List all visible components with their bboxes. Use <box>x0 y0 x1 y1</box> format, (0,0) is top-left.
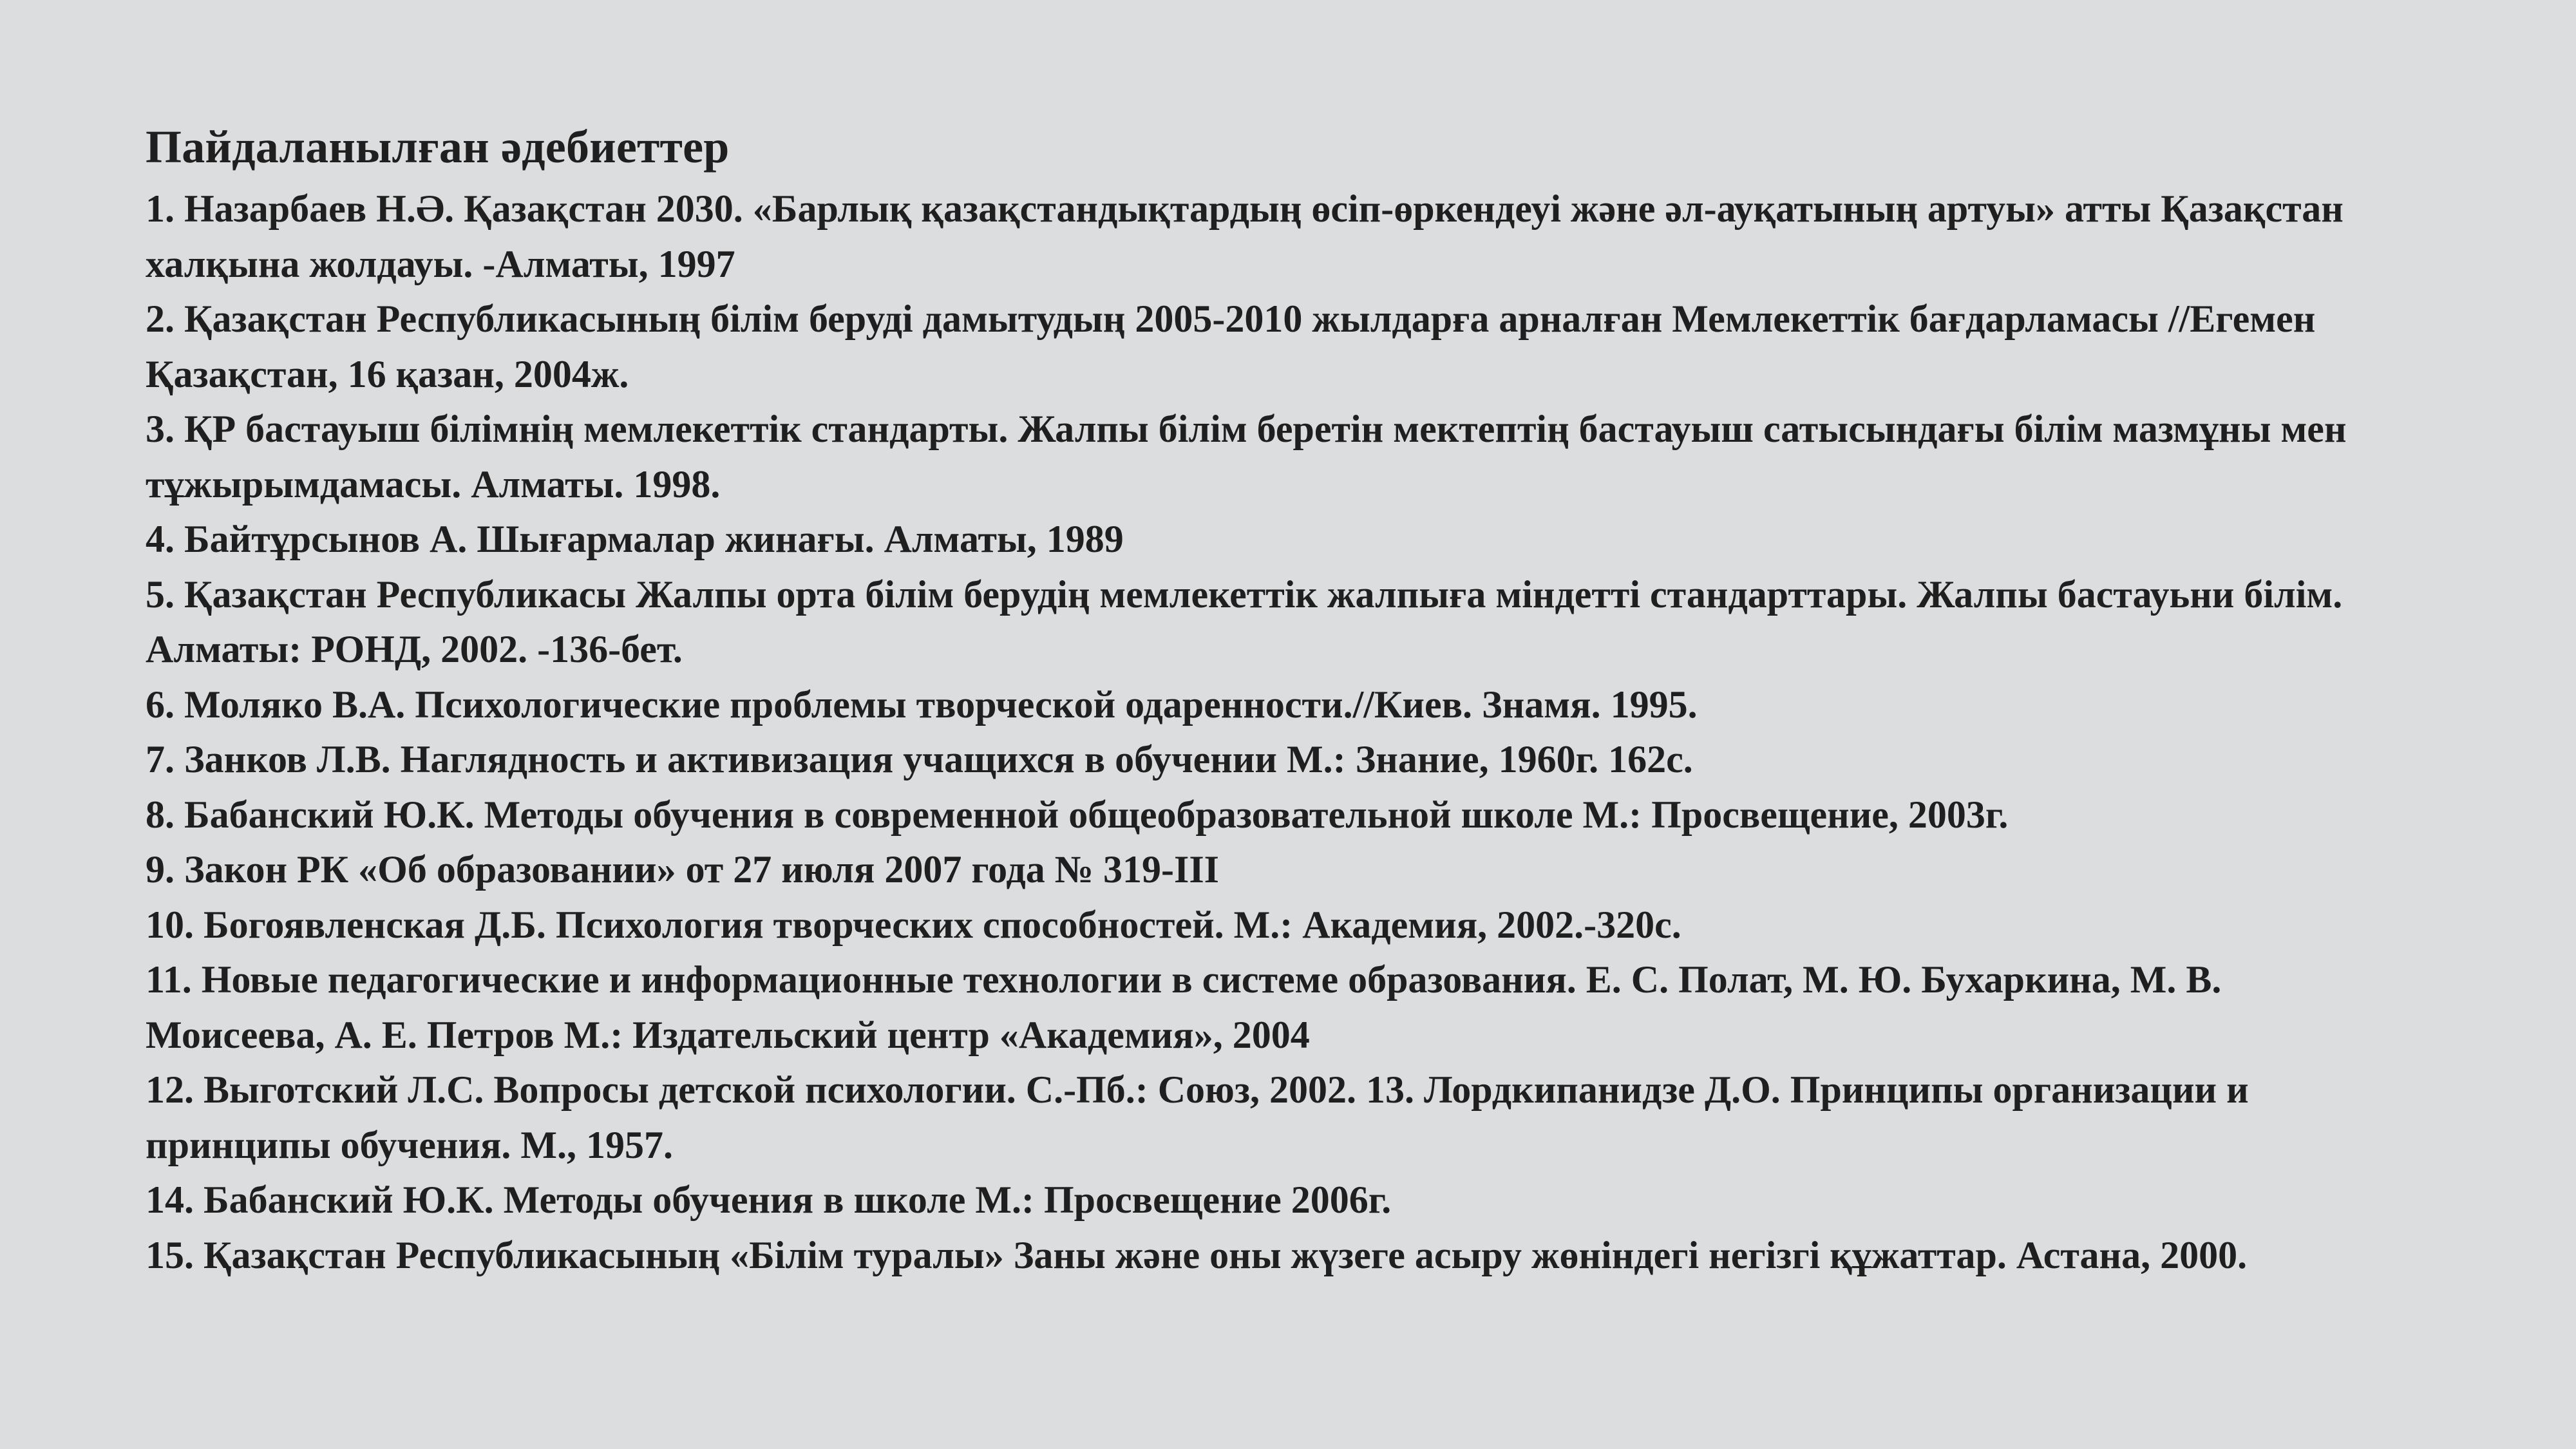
reference-item-2: 2. Қазақстан Республикасының білім беруді дамытудың 2005-2010 жылдарға арналған Мемлекеттік бағдарламасы //Егемен Қазақстан, 16 қазан, 2004ж. <box>146 298 2316 395</box>
reference-item-12: 12. Выготский Л.С. Вопросы детской психологии. С.-Пб.: Союз, 2002. 13. Лордкипанидзе Д.О. Принципы организации и принципы обучения. М., 1957. <box>146 1068 2249 1166</box>
reference-item-15: 15. Қазақстан Республикасының «Білім туралы» Заны және оны жүзеге асыру жөніндегі негізгі құжаттар. Астана, 2000. <box>146 1233 2248 1276</box>
reference-item-3: 3. ҚР бастауыш білімнің мемлекеттік стандарты. Жалпы білім беретін мектептің бастауыш сатысындағы білім мазмұны мен тұжырымдамасы. Алматы. 1998. <box>146 408 2347 506</box>
reference-item-1: 1. Назарбаев Н.Ә. Қазақстан 2030. «Барлық қазақстандықтардың өсіп-өркендеуі және әл-ауқатының артуы» атты Қазақстан халқына жолдауы. -Алматы, 1997 <box>146 187 2344 285</box>
slide-content <box>146 115 2367 1283</box>
reference-item-9: 9. Закон РК «Об образовании» от 27 июля 2007 года № 319-III <box>146 848 1220 891</box>
page-title: Пайдаланылған әдебиеттер <box>146 121 730 173</box>
reference-item-5: 5. Қазақстан Республикасы Жалпы орта білім берудің мемлекеттік жалпыға міндетті стандарттары. Жалпы бастауьни білім. Алматы: РОНД, 2002. -136-бет. <box>146 573 2343 670</box>
reference-item-8: 8. Бабанский Ю.К. Методы обучения в современной общеобразовательной школе М.: Просвещение, 2003г. <box>146 793 2009 836</box>
reference-item-6: 6. Моляко В.А. Психологические проблемы творческой одаренности.//Киев. Знамя. 1995. <box>146 683 1698 726</box>
reference-item-11: 11. Новые педагогические и информационные технологии в системе образования. Е. С. Полат, М. Ю. Бухаркина, М. В. Моисеева, А. Е. Петров М.: Издательский центр «Академия», 2004 <box>146 958 2222 1056</box>
reference-item-14: 14. Бабанский Ю.К. Методы обучения в школе М.: Просвещение 2006г. <box>146 1179 1392 1221</box>
reference-item-4: 4. Байтұрсынов А. Шығармалар жинағы. Алматы, 1989 <box>146 518 1124 560</box>
references-list <box>146 182 2367 1283</box>
reference-item-7: 7. Занков Л.В. Наглядность и активизация учащихся в обучении М.: Знание, 1960г. 162с. <box>146 738 1693 781</box>
reference-item-10: 10. Богоявленская Д.Б. Психология творческих способностей. М.: Академия, 2002.-320с. <box>146 903 1681 946</box>
